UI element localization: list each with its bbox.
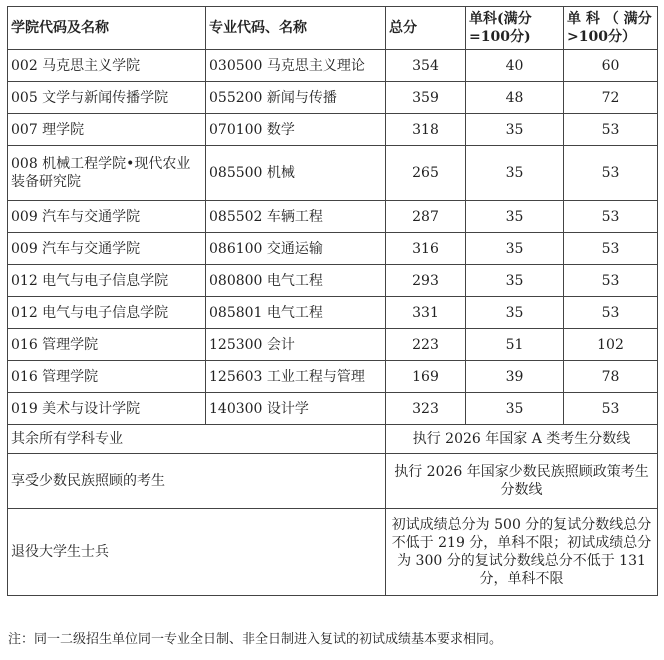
single-gt100-cell: 72 — [564, 82, 658, 114]
total-score-cell: 265 — [386, 146, 466, 201]
header-major: 专业代码、名称 — [206, 7, 386, 50]
table-row — [8, 361, 658, 393]
special-label: 退役大学生士兵 — [8, 509, 386, 596]
table-row — [8, 265, 658, 297]
single-gt100-cell: 60 — [564, 50, 658, 82]
single-100-cell: 51 — [466, 329, 564, 361]
college-cell: 009 汽车与交通学院 — [8, 233, 206, 265]
single-gt100-cell: 53 — [564, 393, 658, 425]
major-cell: 140300 设计学 — [206, 393, 386, 425]
total-score-cell: 223 — [386, 329, 466, 361]
special-rows — [8, 425, 658, 596]
header-total: 总分 — [386, 7, 466, 50]
single-100-cell: 35 — [466, 201, 564, 233]
college-cell: 012 电气与电子信息学院 — [8, 297, 206, 329]
college-cell: 016 管理学院 — [8, 361, 206, 393]
single-gt100-cell: 53 — [564, 233, 658, 265]
major-cell: 080800 电气工程 — [206, 265, 386, 297]
score-table — [7, 6, 658, 596]
single-gt100-cell: 53 — [564, 146, 658, 201]
major-cell: 055200 新闻与传播 — [206, 82, 386, 114]
single-100-cell: 35 — [466, 233, 564, 265]
header-single-gt100: 单 科 （ 满分>100分） — [564, 7, 658, 50]
total-score-cell: 316 — [386, 233, 466, 265]
major-cell: 030500 马克思主义理论 — [206, 50, 386, 82]
college-cell: 012 电气与电子信息学院 — [8, 265, 206, 297]
score-rows — [8, 50, 658, 425]
table-row — [8, 201, 658, 233]
table-row — [8, 233, 658, 265]
single-gt100-cell: 78 — [564, 361, 658, 393]
special-value: 执行 2026 年国家少数民族照顾政策考生分数线 — [386, 454, 658, 509]
special-label: 其余所有学科专业 — [8, 425, 386, 454]
header-college: 学院代码及名称 — [8, 7, 206, 50]
total-score-cell: 359 — [386, 82, 466, 114]
special-row-other — [8, 425, 658, 454]
major-cell: 085502 车辆工程 — [206, 201, 386, 233]
table-row — [8, 114, 658, 146]
special-value: 执行 2026 年国家 A 类考生分数线 — [386, 425, 658, 454]
table-row — [8, 297, 658, 329]
special-row-veteran — [8, 509, 658, 596]
college-cell: 016 管理学院 — [8, 329, 206, 361]
footnote: 注：同一二级招生单位同一专业全日制、非全日制进入复试的初试成绩基本要求相同。 — [8, 632, 503, 647]
single-100-cell: 48 — [466, 82, 564, 114]
table-row — [8, 50, 658, 82]
total-score-cell: 293 — [386, 265, 466, 297]
single-100-cell: 35 — [466, 265, 564, 297]
single-100-cell: 35 — [466, 146, 564, 201]
college-cell: 005 文学与新闻传播学院 — [8, 82, 206, 114]
major-cell: 086100 交通运输 — [206, 233, 386, 265]
major-cell: 085500 机械 — [206, 146, 386, 201]
table-row — [8, 146, 658, 201]
single-100-cell: 35 — [466, 297, 564, 329]
single-gt100-cell: 102 — [564, 329, 658, 361]
major-cell: 070100 数学 — [206, 114, 386, 146]
table-row — [8, 393, 658, 425]
special-row-minority — [8, 454, 658, 509]
college-cell: 008 机械工程学院•现代农业装备研究院 — [8, 146, 206, 201]
header-row — [8, 7, 658, 50]
single-100-cell: 35 — [466, 114, 564, 146]
table-row — [8, 82, 658, 114]
single-100-cell: 40 — [466, 50, 564, 82]
single-gt100-cell: 53 — [564, 114, 658, 146]
special-value: 初试成绩总分为 500 分的复试分数线总分不低于 219 分，单科不限；初试成绩总分为 300 分的复试分数线总分不低于 131 分，单科不限 — [386, 509, 658, 596]
college-cell: 009 汽车与交通学院 — [8, 201, 206, 233]
major-cell: 085801 电气工程 — [206, 297, 386, 329]
single-100-cell: 39 — [466, 361, 564, 393]
college-cell: 007 理学院 — [8, 114, 206, 146]
college-cell: 002 马克思主义学院 — [8, 50, 206, 82]
single-gt100-cell: 53 — [564, 201, 658, 233]
total-score-cell: 331 — [386, 297, 466, 329]
single-gt100-cell: 53 — [564, 297, 658, 329]
total-score-cell: 354 — [386, 50, 466, 82]
table-row — [8, 329, 658, 361]
major-cell: 125300 会计 — [206, 329, 386, 361]
total-score-cell: 318 — [386, 114, 466, 146]
total-score-cell: 323 — [386, 393, 466, 425]
single-gt100-cell: 53 — [564, 265, 658, 297]
total-score-cell: 287 — [386, 201, 466, 233]
college-cell: 019 美术与设计学院 — [8, 393, 206, 425]
special-label: 享受少数民族照顾的考生 — [8, 454, 386, 509]
major-cell: 125603 工业工程与管理 — [206, 361, 386, 393]
header-single-100: 单科(满分=100分) — [466, 7, 564, 50]
total-score-cell: 169 — [386, 361, 466, 393]
single-100-cell: 35 — [466, 393, 564, 425]
